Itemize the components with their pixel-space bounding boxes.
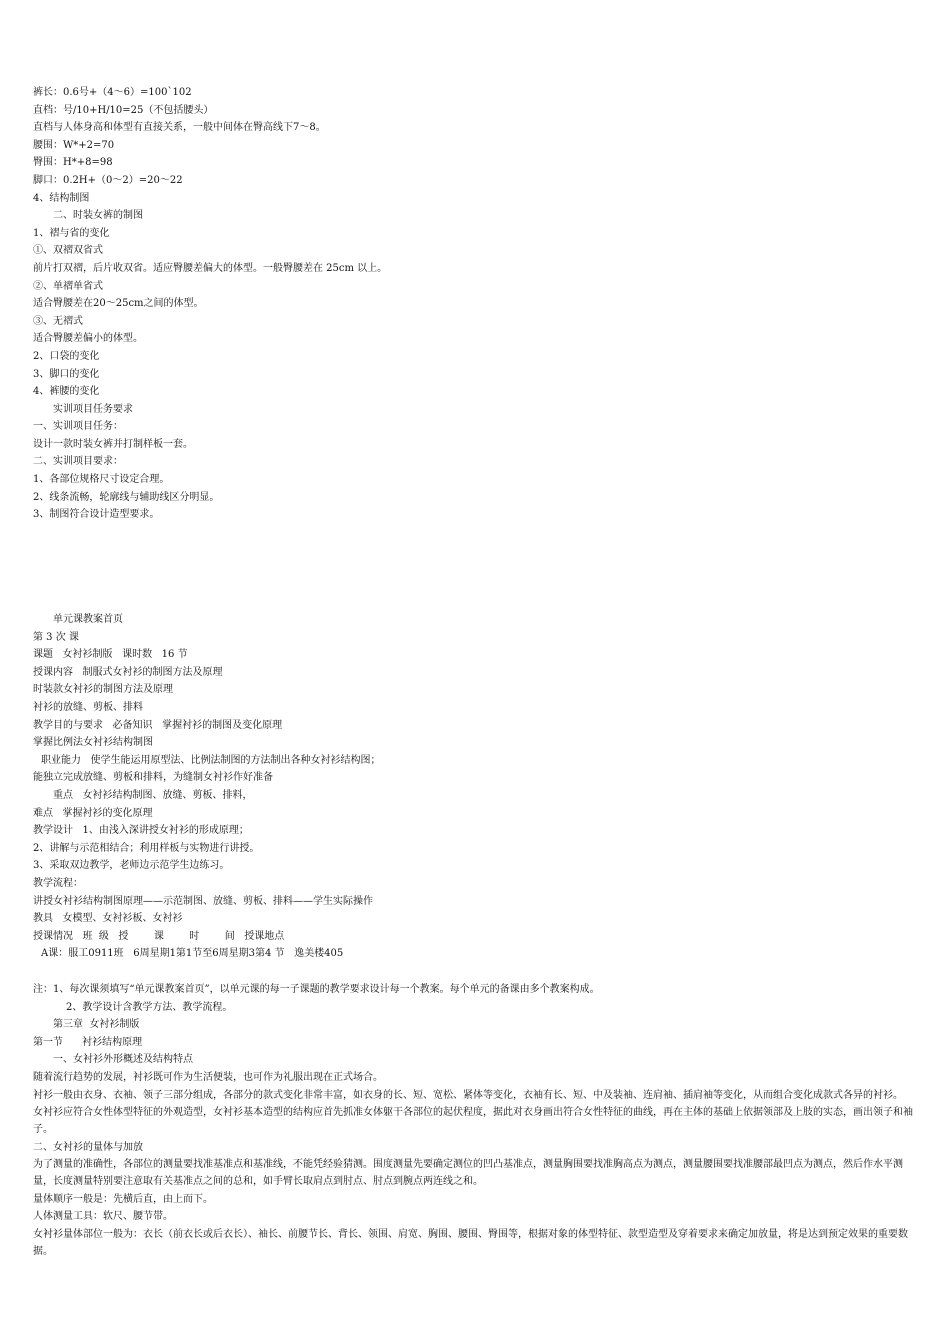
text-line: 3、制图符合设计造型要求。	[33, 509, 160, 521]
paragraph: 人体测量工具：软尺、腰节带。	[33, 1211, 173, 1223]
paragraph: 随着流行趋势的发展，衬衫既可作为生活便装，也可作为礼服出现在正式场合。	[33, 1071, 383, 1083]
text-line: 授课内容 制服式女衬衫的制图方法及原理	[33, 666, 223, 678]
text-line: 适合臀腰差偏小的体型。	[33, 333, 143, 345]
text-line: 2、讲解与示范相结合；利用样板与实物进行讲授。	[33, 842, 260, 854]
text-line: 3、采取双边教学，老师边示范学生边练习。	[33, 860, 230, 872]
text-line: 授课情况 班 级 授 课 时 间 授课地点	[33, 930, 285, 942]
note-line: 注：1、每次课须填写“单元课教案首页”，以单元课的每一子课题的教学要求设计每一个教案。每个单元的备课由多个教案构成。	[33, 984, 600, 995]
text-line: 2、线条流畅，轮廓线与辅助线区分明显。	[33, 491, 220, 503]
text-line: ①、双褶双省式	[33, 245, 103, 257]
text-line: 时装款女衬衫的制图方法及原理	[33, 684, 173, 696]
paragraph: 为了测量的准确性，各部位的测量要找准基准点和基准线，不能凭经验猜测。围度测量先要确定测位的凹凸基准点，测量胸围要找准胸高点为测点，测量腰围要找准腰部最凹点为测点，然后作水平测量，长度测量特别要注意取有关基准点之间的总和，如手臂长取肩点到肘点、肘点到腕点两连线之和。	[33, 1159, 903, 1188]
text-line: 衬衫的放缝、剪板、排料	[33, 701, 143, 713]
text-line: 第 3 次 课	[33, 631, 79, 643]
text-line: 设计一款时装女裤并打制样板一套。	[33, 438, 193, 450]
text-line: 能独立完成放缝、剪板和排料，为缝制女衬衫作好准备	[33, 772, 273, 784]
text-line: 职业能力 使学生能运用原型法、比例法制图的方法制出各种女衬衫结构图；	[41, 754, 381, 766]
text-line: ③、无褶式	[33, 315, 83, 327]
text-line: 掌握比例法女衬衫结构制图	[33, 737, 153, 749]
subsection-title: 一、女衬衫外形概述及结构特点	[53, 1054, 193, 1066]
text-line: 二、实训项目要求：	[33, 456, 123, 468]
paragraph: 量体顺序一般是：先横后直，由上而下。	[33, 1193, 213, 1205]
text-line: 教学设计 1、由浅入深讲授女衬衫的形成原理；	[33, 825, 249, 837]
text-line: 直档：号/10+H/10=25（不包括腰头）	[33, 104, 214, 116]
text-line: 一、实训项目任务：	[33, 421, 123, 433]
paragraph: 衬衫一般由衣身、衣袖、领子三部分组成，各部分的款式变化非常丰富，如衣身的长、短、宽松、紧体等变化，衣袖有长、短、中及装袖、连肩袖、插肩袖等变化，从而组合变化成款式各异的衬衫。	[33, 1089, 903, 1101]
text-line: ②、单褶单省式	[33, 280, 103, 292]
text-line: 教学目的与要求 必备知识 掌握衬衫的制图及变化原理	[33, 719, 283, 731]
paragraph: 女衬衫量体部位一般为：衣长（前衣长或后衣长）、袖长、前腰节长、背长、领围、肩宽、胸围、腰围、臀围等，根据对象的体型特征、款型造型及穿着要求来确定加放量，将是达到预定效果的重要数据。	[33, 1228, 908, 1257]
text-line: 教学流程：	[33, 877, 83, 889]
text-line: 脚口：0.2H+（0～2）=20～22	[33, 174, 183, 186]
text-line: 前片打双褶，后片收双省。适应臀腰差偏大的体型。一般臀腰差在 25cm 以上。	[33, 262, 388, 274]
text-line: 4、裤腰的变化	[33, 386, 100, 398]
text-line: 3、脚口的变化	[33, 368, 100, 380]
text-line: 讲授女衬衫结构制图原理——示范制图、放缝、剪板、排料——学生实际操作	[33, 895, 373, 907]
text-line: 裤长：0.6号+（4～6）=100`102	[33, 87, 192, 98]
text-line: 1、褶与省的变化	[33, 227, 110, 239]
text-line: 教具 女模型、女衬衫板、女衬衫	[33, 913, 183, 925]
heading-line: 二、时装女裤的制图	[53, 210, 143, 222]
heading-line: 单元课教案首页	[53, 614, 123, 625]
section-lesson-cover	[33, 611, 918, 963]
text-line: 课题 女衬衫制版 课时数 16 节	[33, 649, 188, 661]
text-line: 重点 女衬衫结构制图、放缝、剪板、排料，	[53, 789, 253, 801]
text-line: 2、口袋的变化	[33, 350, 100, 362]
note-line: 2、教学设计含教学方法、教学流程。	[66, 1001, 233, 1013]
paragraph: 女衬衫应符合女性体型特征的外观造型，女衬衫基本造型的结构应首先抓准女体躯干各部位的起伏程度，据此对衣身画出符合女性特征的曲线，再在主体的基础上依据领部及上肢的实态，画出领子和袖子。	[33, 1107, 913, 1136]
heading-line: 实训项目任务要求	[53, 403, 133, 415]
text-line: 直档与人体身高和体型有直接关系，一般中间体在臀高线下7～8。	[33, 122, 326, 134]
text-line: A课：服工0911班 6周星期1第1节至6周星期3第4 节 逸美楼405	[41, 948, 344, 960]
section-title: 第一节 衬衫结构原理	[33, 1036, 143, 1048]
section-shirt-chapter	[33, 981, 918, 1260]
text-line: 1、各部位规格尺寸设定合理。	[33, 474, 170, 486]
text-line: 适合臀腰差在20～25cm之间的体型。	[33, 298, 204, 310]
section-trouser-specs	[33, 84, 918, 524]
text-line: 臀围：H*+8=98	[33, 157, 113, 169]
text-line: 4、结构制图	[33, 192, 90, 204]
chapter-title: 第三章 女衬衫制版	[53, 1019, 140, 1031]
subsection-title: 二、女衬衫的量体与加放	[33, 1141, 143, 1153]
text-line: 腰围：W*+2=70	[33, 139, 115, 151]
text-line: 难点 掌握衬衫的变化原理	[33, 807, 153, 819]
